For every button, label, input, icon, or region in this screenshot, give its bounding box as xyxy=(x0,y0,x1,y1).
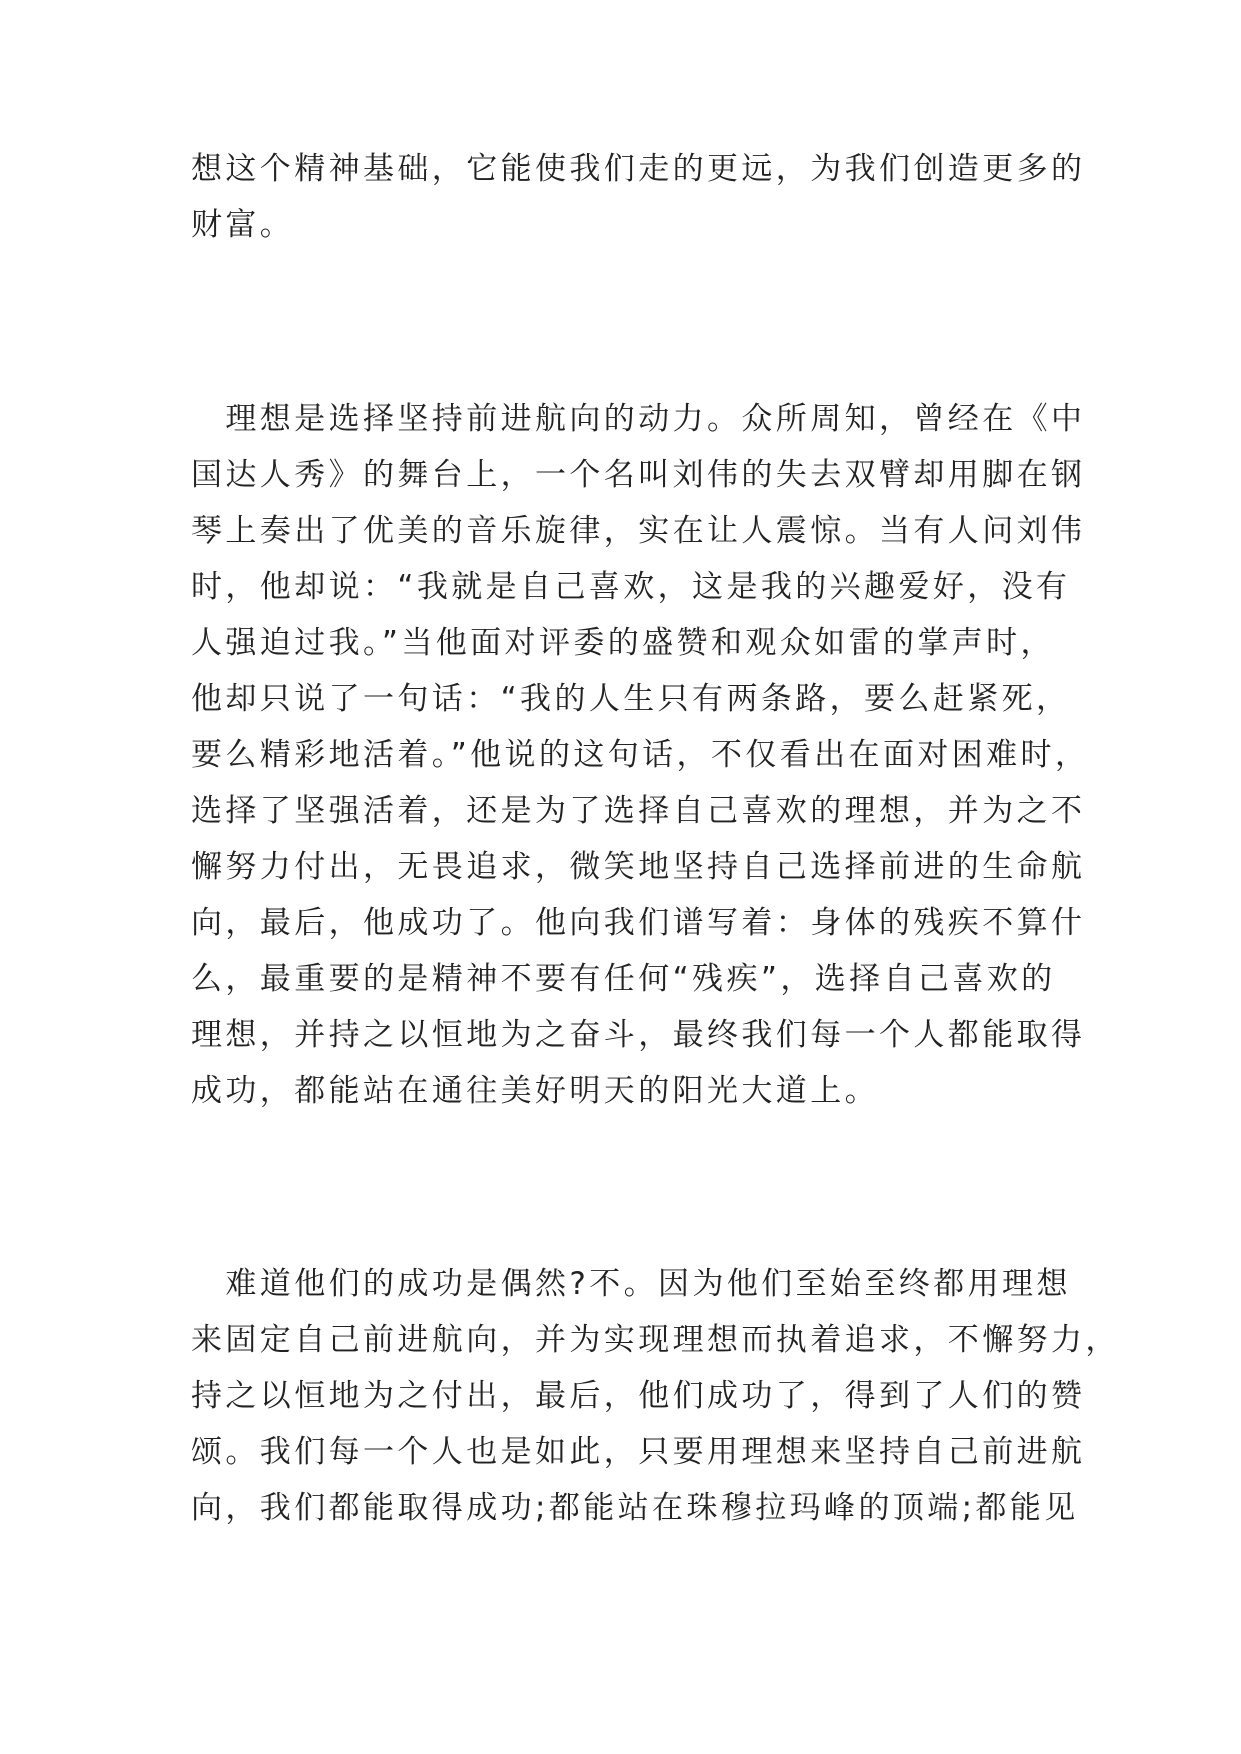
paragraph-3-line-2: 来固定自己前进航向，并为实现理想而执着追求，不懈努力， xyxy=(191,1322,1120,1358)
paragraph-2-line-5: 人强迫过我。”当他面对评委的盛赞和观众如雷的掌声时， xyxy=(191,625,1055,661)
paragraph-2-line-6: 他却只说了一句话：“我的人生只有两条路，要么赶紧死， xyxy=(191,681,1071,717)
paragraph-2-line-2: 国达人秀》的舞台上，一个名叫刘伟的失去双臂却用脚在钢 xyxy=(191,457,1086,493)
paragraph-2-line-12: 理想，并持之以恒地为之奋斗，最终我们每一个人都能取得 xyxy=(191,1017,1086,1053)
paragraph-3-line-5: 向，我们都能取得成功;都能站在珠穆拉玛峰的顶端;都能见 xyxy=(191,1490,1079,1526)
paragraph-2-line-9: 懈努力付出，无畏追求，微笑地坚持自己选择前进的生命航 xyxy=(191,849,1086,885)
paragraph-3-line-1: 难道他们的成功是偶然?不。因为他们至始至终都用理想 xyxy=(191,1266,1071,1302)
paragraph-2-line-1: 理想是选择坚持前进航向的动力。众所周知，曾经在《中 xyxy=(191,401,1086,437)
paragraph-2-line-10: 向，最后，他成功了。他向我们谱写着：身体的残疾不算什 xyxy=(191,905,1086,941)
paragraph-3-line-3: 持之以恒地为之付出，最后，他们成功了，得到了人们的赞 xyxy=(191,1378,1086,1414)
paragraph-2-line-4: 时，他却说：“我就是自己喜欢，这是我的兴趣爱好，没有 xyxy=(191,569,1071,605)
paragraph-2-line-3: 琴上奏出了优美的音乐旋律，实在让人震惊。当有人问刘伟 xyxy=(191,513,1086,549)
paragraph-1-line-2: 财富。 xyxy=(191,207,295,243)
paragraph-3-line-4: 颂。我们每一个人也是如此，只要用理想来坚持自己前进航 xyxy=(191,1434,1086,1470)
paragraph-2-line-13: 成功，都能站在通往美好明天的阳光大道上。 xyxy=(191,1073,879,1109)
paragraph-1-line-1: 想这个精神基础，它能使我们走的更远，为我们创造更多的 xyxy=(191,151,1086,187)
paragraph-2-line-7: 要么精彩地活着。”他说的这句话，不仅看出在面对困难时， xyxy=(191,737,1090,773)
paragraph-2-line-8: 选择了坚强活着，还是为了选择自己喜欢的理想，并为之不 xyxy=(191,793,1086,829)
paragraph-2-line-11: 么，最重要的是精神不要有任何“残疾”，选择自己喜欢的 xyxy=(191,961,1056,997)
